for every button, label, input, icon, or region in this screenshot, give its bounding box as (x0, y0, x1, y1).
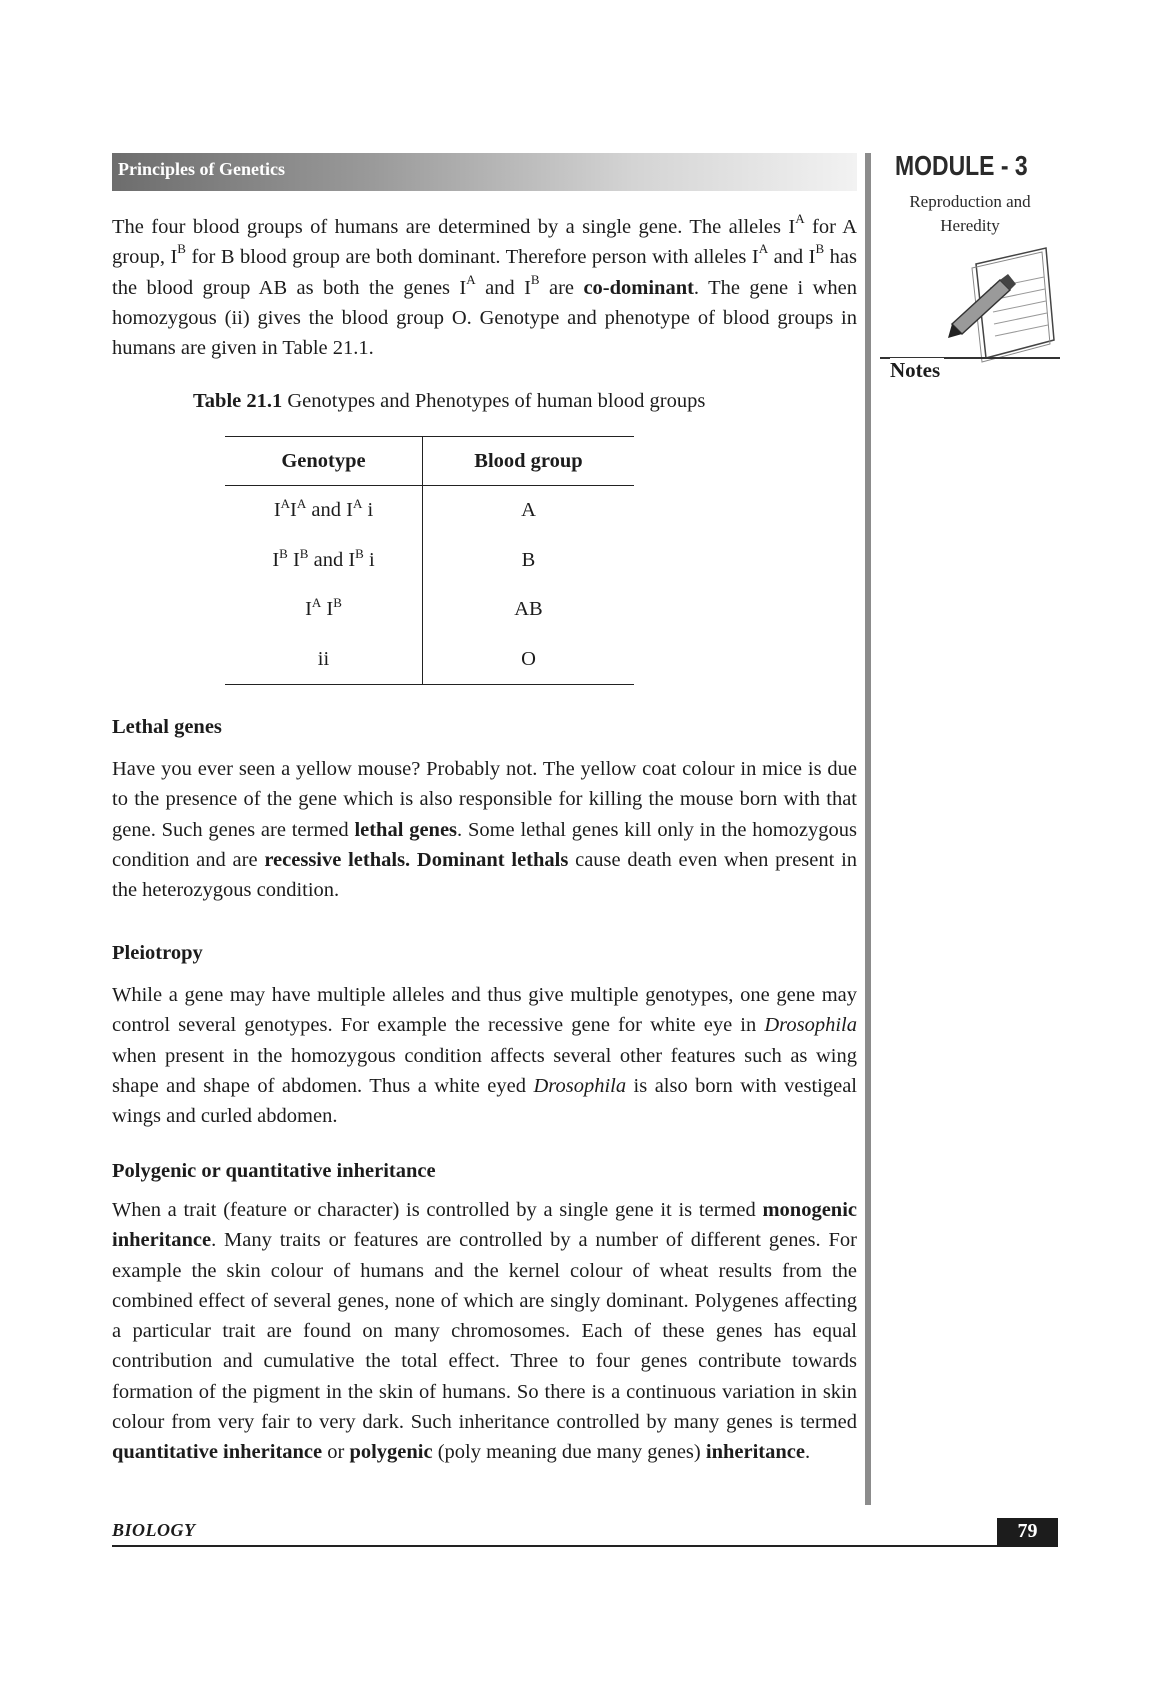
module-subtitle-line2: Heredity (940, 216, 1000, 235)
header-genotype: Genotype (225, 437, 423, 486)
blood-group-cell: AB (514, 598, 543, 621)
heading-pleiotropy: Pleiotropy (112, 942, 203, 964)
header-blood-group: Blood group (474, 449, 583, 472)
table-row (225, 585, 634, 635)
running-header-title: Principles of Genetics (118, 159, 285, 179)
module-subtitle (880, 190, 1060, 238)
genotype-cell: ii (225, 635, 423, 685)
table-header-row (225, 437, 634, 486)
blood-group-cell: A (521, 499, 536, 522)
module-title: MODULE - 3 (895, 150, 1028, 181)
genotype-cell: $I^B$ $I^B$ and $I^B$ i (225, 536, 423, 586)
notes-label: Notes (890, 358, 944, 383)
footer-rule (112, 1545, 1057, 1547)
table-row (225, 635, 634, 685)
pleiotropy-paragraph: While a gene may have multiple alleles and thus give multiple genotypes, one gene may control several genotypes. For example the recessive gene for white eye in Drosophila when present in the homozygous condition affects several other features such as wing shape and shape of abdomen. Thus a white eyed Drosophila is also born with vestigeal wings and curled abdomen. (112, 984, 857, 1128)
blood-group-cell: O (521, 647, 536, 670)
heading-polygenic: Polygenic or quantitative inheritance (112, 1160, 436, 1182)
lethal-paragraph: Have you ever seen a yellow mouse? Probably not. The yellow coat colour in mice is due to the presence of the gene which is also responsible for killing the mouse born with that gene. Such genes are termed lethal genes. Some lethal genes kill only in the homozygous condition and are recessive lethals. Dominant lethals cause death even when present in the heterozygous condition. (112, 758, 858, 902)
blood-group-table (225, 436, 634, 685)
intro-paragraph: The four blood groups of humans are determined by a single gene. The alleles $I^A$ for A group, $I^B$ for B blood group are both dominant. Therefore person with alleles $I^A$ and $I^B$ has the blood group AB as both the genes $I^A$ and $I^B$ are co-dominant. The gene i when homozygous (ii) gives the blood group O. Genotype and phenotype of blood groups in humans are given in Table 21.1. (112, 211, 858, 360)
page-number: 79 (997, 1518, 1058, 1547)
table-row (225, 536, 634, 586)
genotype-cell: $I^A$ $I^B$ (225, 585, 423, 635)
margin-divider (865, 153, 871, 1505)
module-subtitle-line1: Reproduction and (909, 192, 1031, 211)
term-co-dominant: co-dominant (583, 276, 694, 299)
heading-lethal-genes: Lethal genes (112, 716, 222, 738)
pencil-notepad-icon (946, 244, 1056, 366)
blood-group-cell: B (521, 548, 536, 571)
table-row (225, 486, 634, 536)
polygenic-paragraph: When a trait (feature or character) is controlled by a single gene it is termed monogenic inheritance. Many traits or features are controlled by a number of different genes. For example the skin colour of humans and the kernel colour of wheat results from the combined effect of several genes, none of which are singly dominant. Polygenes affecting a particular trait are found on many chromosomes. Each of these genes has equal contribution and cumulative the total effect. Three to four genes contribute towards formation of the pigment in the skin of humans. So there is a continuous variation in skin colour from very fair to very dark. Such inheritance controlled by many genes is termed quantitative inheritance or polygenic (poly meaning due many genes) inheritance. (112, 1199, 857, 1464)
genotype-cell: $I^AI^A$ and $I^A$ i (225, 486, 423, 536)
footer-subject: BIOLOGY (112, 1520, 196, 1540)
table-caption: Table 21.1 Genotypes and Phenotypes of human blood groups (193, 390, 706, 412)
